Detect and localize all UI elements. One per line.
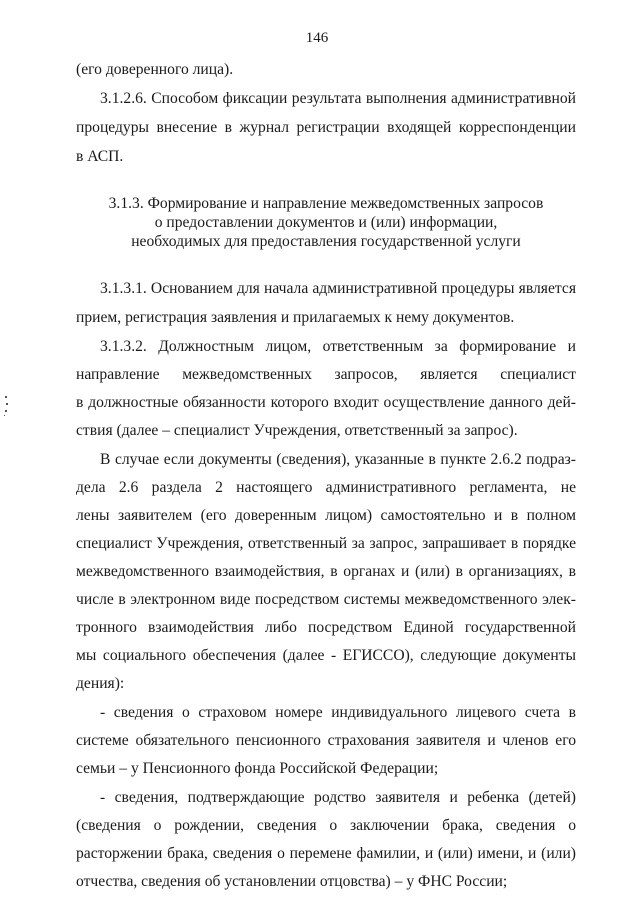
text-line: (его доверенного лица).: [76, 61, 234, 78]
text-line: тронного взаимодействия либо посредством Единой государственной: [76, 619, 576, 636]
text-line: прием, регистрация заявления и прилагаемых к нему документов.: [76, 309, 515, 326]
text-line: процедуры внесение в журнал регистрации входящей корреспонденции: [76, 119, 576, 136]
text-line: межведомственного взаимодействия, в органах и (или) в организациях, в: [76, 563, 576, 580]
text-line: лены заявителем (его доверенным лицом) самостоятельно и в полном: [76, 507, 576, 524]
scan-artifact: [5, 410, 7, 412]
text-line: системе обязательного пенсионного страхования заявителя и членов его: [76, 732, 576, 749]
text-line: 3.1.3. Формирование и направление межведомственных запросов: [108, 195, 544, 212]
text-line: - сведения, подтверждающие родство заявителя и ребенка (детей): [100, 789, 576, 806]
page-number: 146: [305, 30, 329, 46]
text-line: 3.1.3.1. Основанием для начала административной процедуры является: [100, 280, 576, 297]
text-line: в АСП.: [76, 148, 124, 165]
text-line: расторжении брака, сведения о перемене фамилии, и (или) имени, и (или): [76, 845, 576, 862]
text-line: дения):: [76, 675, 125, 692]
text-line: о предоставлении документов и (или) информации,: [154, 214, 498, 231]
text-line: - сведения о страховом номере индивидуального лицевого счета в: [100, 704, 576, 721]
text-line: ствия (далее – специалист Учреждения, ответственный за запрос).: [76, 422, 518, 439]
text-line: специалист Учреждения, ответственный за запрос, запрашивает в порядке: [76, 535, 576, 552]
text-line: числе в электронном виде посредством системы межведомственного элек-: [76, 591, 576, 608]
text-line: дела 2.6 раздела 2 настоящего административного регламента, не: [76, 479, 576, 496]
text-line: в должностные обязанности которого входит осуществление данного дей-: [76, 394, 576, 411]
scan-artifact: [5, 396, 7, 398]
text-line: семьи – у Пенсионного фонда Российской Федерации;: [76, 760, 439, 777]
scan-artifact: [4, 415, 5, 416]
text-line: 3.1.2.6. Способом фиксации результата выполнения административной: [100, 90, 576, 107]
text-line: 3.1.3.2. Должностным лицом, ответственным за формирование и: [100, 338, 576, 355]
text-line: мы социального обеспечения (далее - ЕГИССО), следующие документы: [76, 647, 576, 664]
text-line: необходимых для предоставления государственной услуги: [131, 233, 521, 250]
scan-artifact: [6, 403, 8, 405]
text-line: В случае если документы (сведения), указанные в пункте 2.6.2 подраз-: [100, 451, 576, 468]
text-line: отчества, сведения об установлении отцовства) – у ФНС России;: [76, 873, 508, 890]
text-line: направление межведомственных запросов, является специалист: [76, 366, 576, 383]
text-line: (сведения о рождении, сведения о заключении брака, сведения о: [76, 817, 576, 834]
